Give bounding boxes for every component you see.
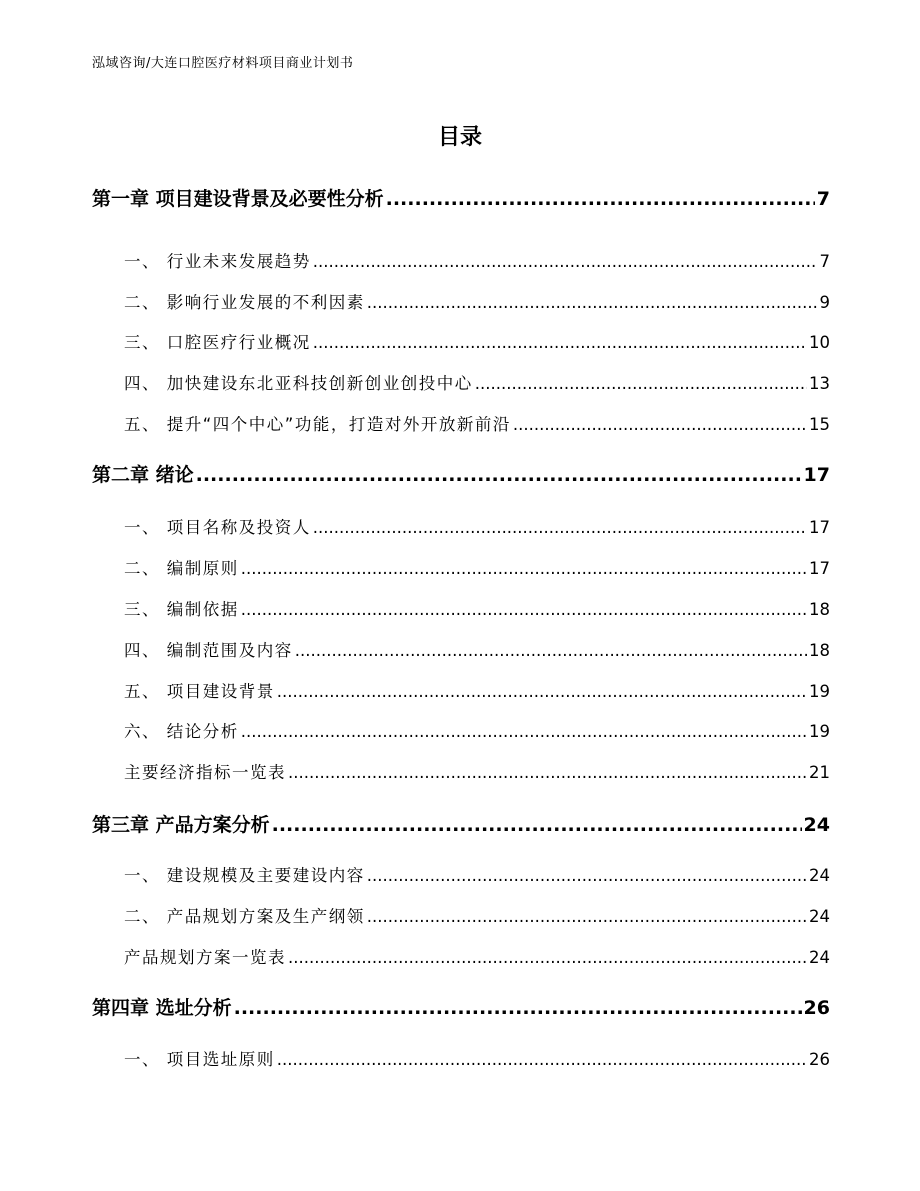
toc-leader-dots [313, 518, 807, 537]
toc-leader-dots [277, 682, 807, 701]
toc-entry-label: 第二章 绪论 [92, 464, 194, 486]
toc-leader-dots [295, 641, 807, 660]
toc-page-number: 17 [803, 464, 830, 486]
toc-leader-dots [234, 997, 802, 1019]
toc-leader-dots [288, 948, 807, 967]
toc-page-number: 13 [809, 374, 830, 393]
toc-section[interactable] [124, 555, 830, 579]
toc-section[interactable] [124, 678, 830, 702]
toc-entry-label: 五、 提升“四个中心”功能，打造对外开放新前沿 [124, 415, 511, 434]
toc-entry-label: 三、 编制依据 [124, 600, 239, 619]
toc-section[interactable] [124, 718, 830, 742]
toc-leader-dots [196, 464, 802, 486]
toc-entry-label: 一、 行业未来发展趋势 [124, 252, 311, 271]
toc-entry-label: 主要经济指标一览表 [124, 763, 286, 782]
toc-page-number: 15 [809, 415, 830, 434]
toc-leader-dots [241, 600, 807, 619]
toc-entry-label: 第三章 产品方案分析 [92, 814, 270, 836]
toc-entry-label: 第四章 选址分析 [92, 997, 232, 1019]
toc-title: 目录 [437, 125, 482, 150]
toc-leader-dots [513, 415, 807, 434]
toc-chapter-1[interactable] [92, 184, 830, 211]
toc-page-number: 26 [803, 997, 830, 1019]
toc-leader-dots [313, 252, 818, 271]
toc-page-number: 18 [809, 600, 830, 619]
toc-page-number: 24 [803, 814, 830, 836]
toc-entry-label: 五、 项目建设背景 [124, 682, 275, 701]
toc-page-number: 26 [809, 1050, 830, 1069]
toc-entry-label: 二、 编制原则 [124, 559, 239, 578]
toc-entry-label: 二、 影响行业发展的不利因素 [124, 293, 365, 312]
toc-entry-label: 第一章 项目建设背景及必要性分析 [92, 188, 384, 210]
toc-section[interactable] [124, 329, 830, 353]
toc-leader-dots [241, 559, 807, 578]
toc-leader-dots [475, 374, 807, 393]
toc-entry-label: 三、 口腔医疗行业概况 [124, 333, 311, 352]
toc-entry-label: 一、 建设规模及主要建设内容 [124, 866, 365, 885]
toc-entry-label: 一、 项目选址原则 [124, 1050, 275, 1069]
toc-leader-dots [288, 763, 807, 782]
toc-page-number: 17 [809, 518, 830, 537]
toc-entry-label: 四、 加快建设东北亚科技创新创业创投中心 [124, 374, 473, 393]
toc-page-number: 24 [809, 907, 830, 926]
toc-section[interactable] [124, 514, 830, 538]
toc-entry-label: 四、 编制范围及内容 [124, 641, 293, 660]
toc-leader-dots [367, 866, 807, 885]
toc-page-number: 19 [809, 682, 830, 701]
document-header: 泓域咨询/大连口腔医疗材料项目商业计划书 [92, 56, 354, 71]
toc-page-number: 21 [809, 763, 830, 782]
toc-leader-dots [386, 188, 815, 210]
toc-chapter-2[interactable] [92, 460, 830, 487]
toc-page-number: 7 [816, 188, 830, 210]
toc-leader-dots [272, 814, 802, 836]
toc-section[interactable] [124, 903, 830, 927]
toc-leader-dots [367, 293, 818, 312]
toc-leader-dots [241, 722, 807, 741]
toc-section[interactable] [124, 759, 830, 783]
toc-entry-label: 二、 产品规划方案及生产纲领 [124, 907, 365, 926]
toc-page-number: 7 [819, 252, 830, 271]
toc-page-number: 10 [809, 333, 830, 352]
toc-page-number: 24 [809, 866, 830, 885]
toc-leader-dots [367, 907, 807, 926]
toc-page-number: 9 [819, 293, 830, 312]
toc-page-number: 19 [809, 722, 830, 741]
toc-section[interactable] [124, 248, 830, 272]
toc-section[interactable] [124, 411, 830, 435]
toc-entry-label: 六、 结论分析 [124, 722, 239, 741]
toc-page-number: 17 [809, 559, 830, 578]
toc-section[interactable] [124, 289, 830, 313]
toc-section[interactable] [124, 637, 830, 661]
toc-leader-dots [277, 1050, 807, 1069]
toc-section[interactable] [124, 1046, 830, 1070]
toc-chapter-3[interactable] [92, 810, 830, 837]
toc-page-number: 18 [809, 641, 830, 660]
toc-entry-label: 一、 项目名称及投资人 [124, 518, 311, 537]
toc-section[interactable] [124, 862, 830, 886]
toc-section[interactable] [124, 596, 830, 620]
toc-section[interactable] [124, 944, 830, 968]
toc-section[interactable] [124, 370, 830, 394]
toc-page-number: 24 [809, 948, 830, 967]
toc-chapter-4[interactable] [92, 993, 830, 1020]
toc-leader-dots [313, 333, 807, 352]
toc-entry-label: 产品规划方案一览表 [124, 948, 286, 967]
